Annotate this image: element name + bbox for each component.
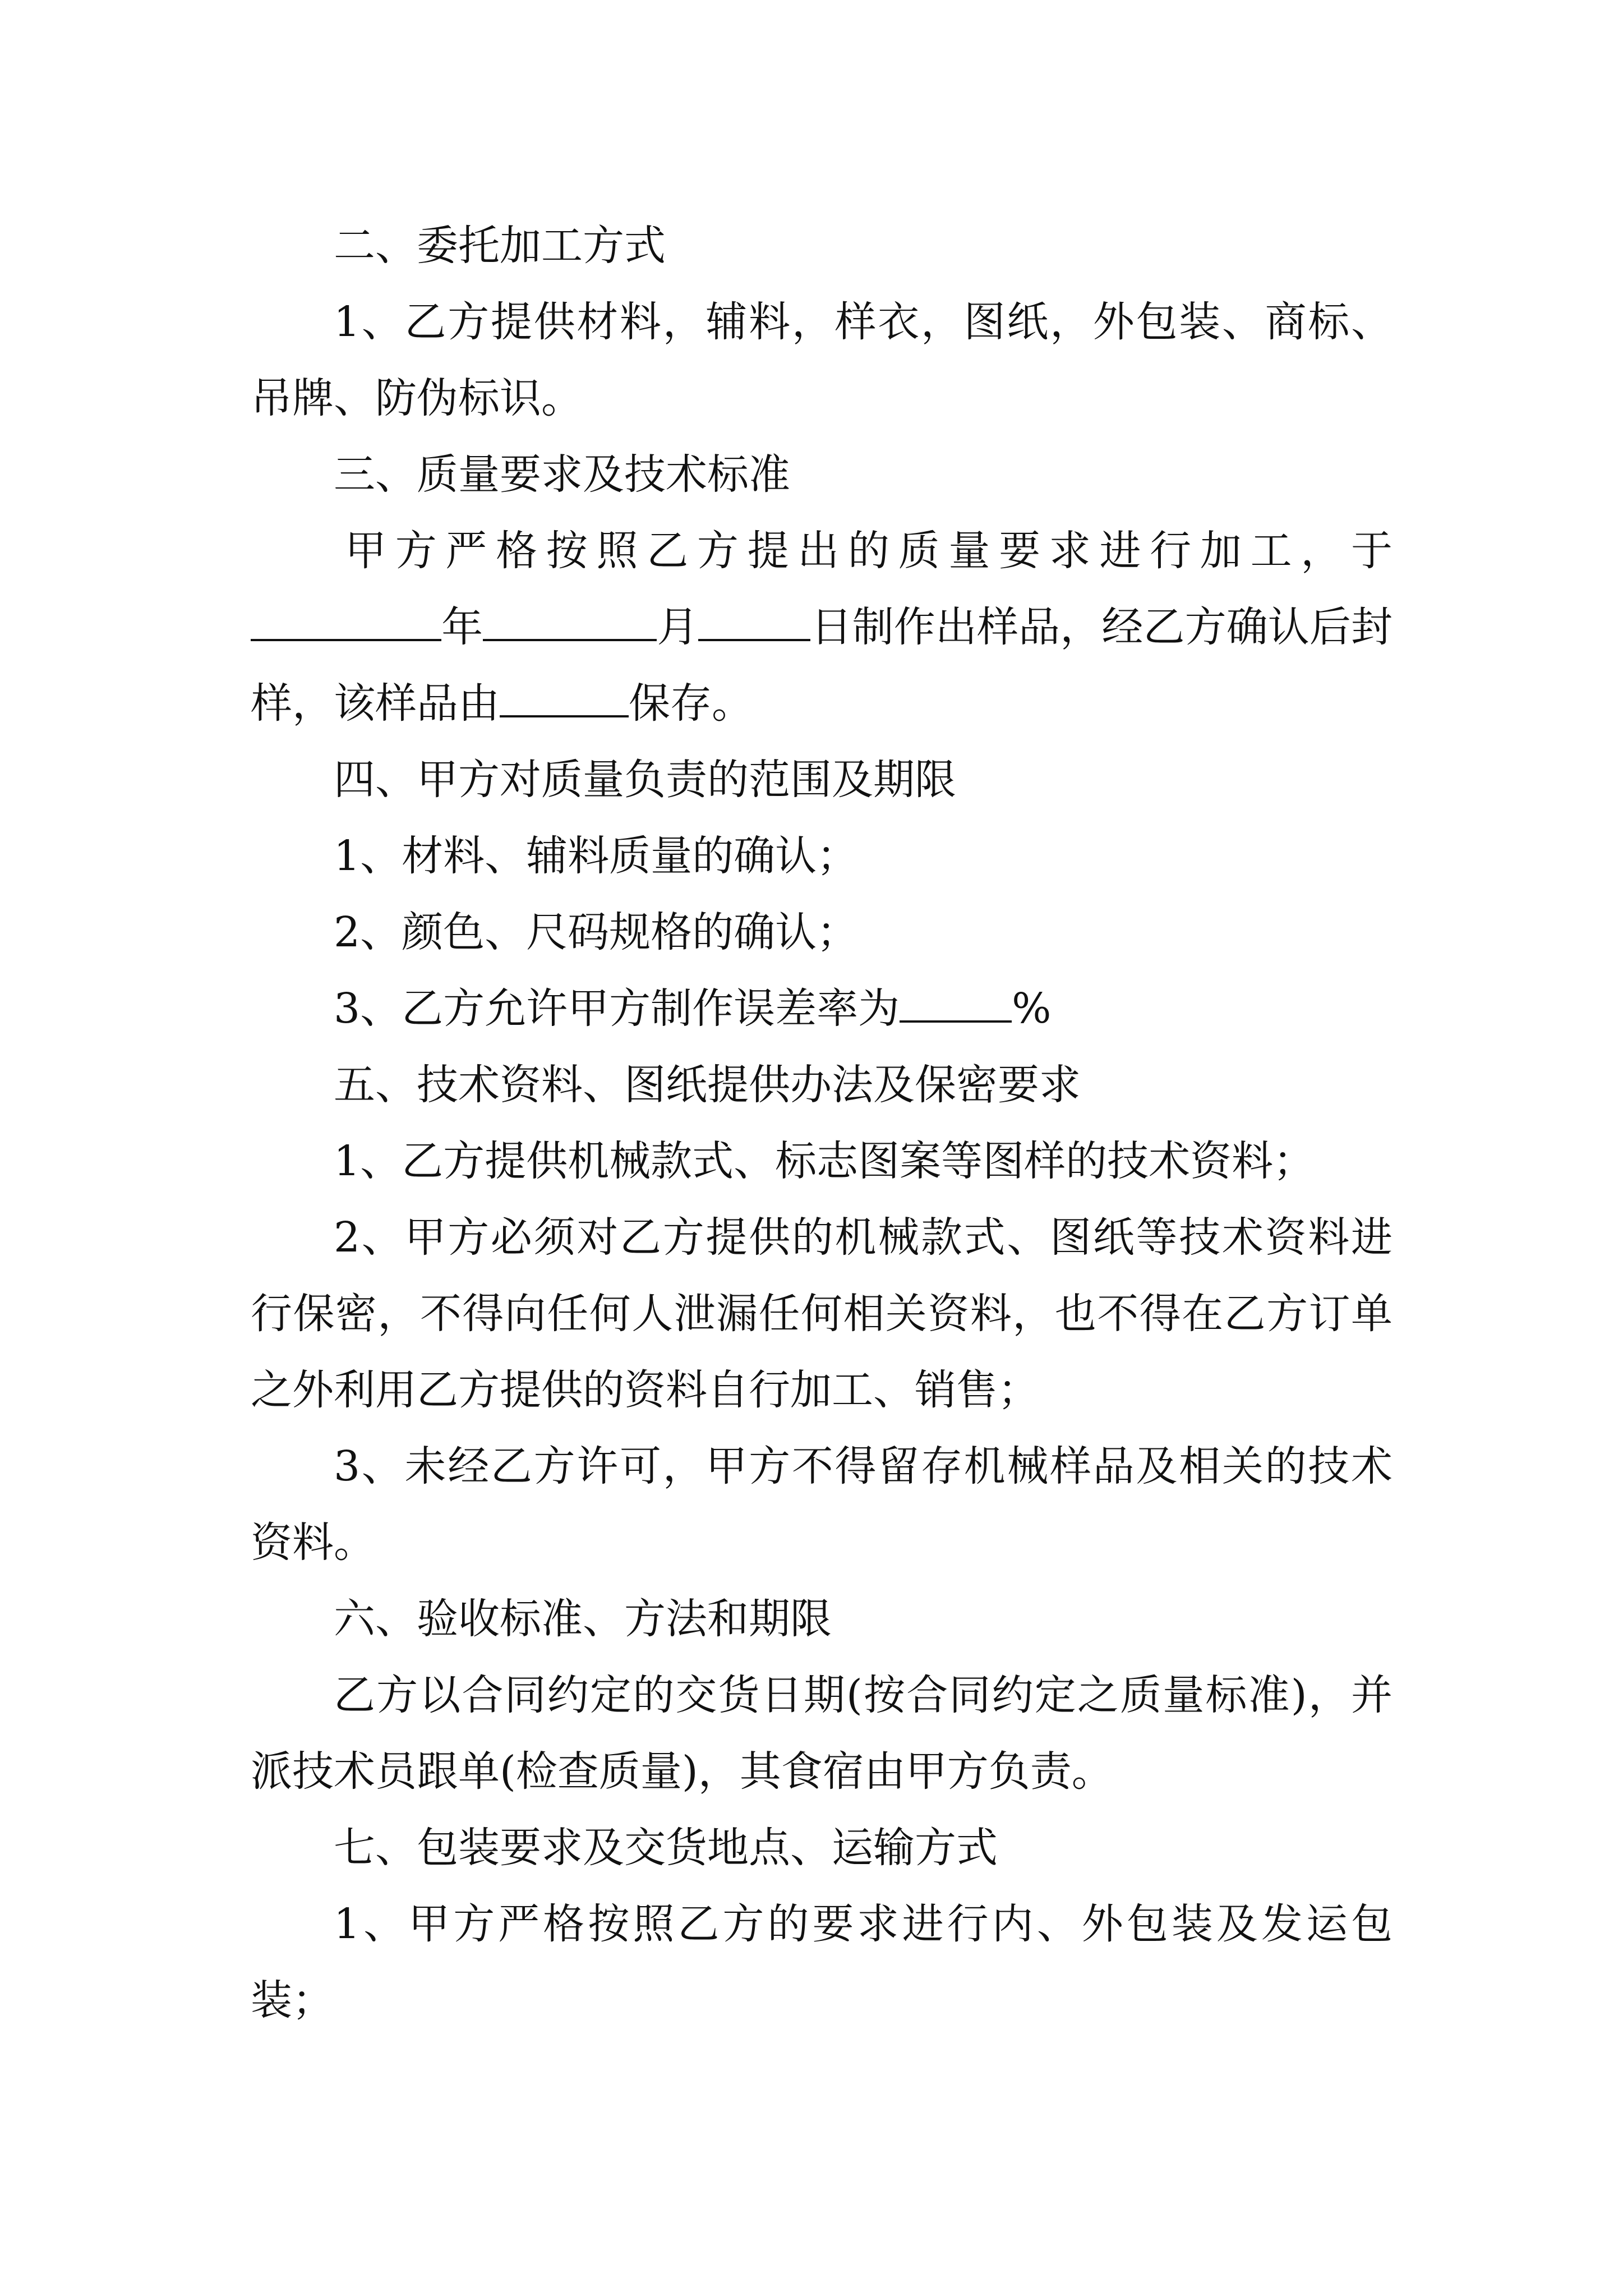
keeper-blank bbox=[500, 680, 629, 717]
section-heading: 七、包装要求及交货地点、运输方式 bbox=[334, 1824, 998, 1872]
paragraph: 1、甲方严格按照乙方的要求进行内、外包装及发运包装； bbox=[251, 1900, 1393, 2024]
section-heading: 五、技术资料、图纸提供办法及保密要求 bbox=[334, 1061, 1081, 1109]
paragraph-error-rate bbox=[251, 970, 1393, 1047]
paragraph-text: 保存。 bbox=[629, 679, 753, 728]
section-heading: 四、甲方对质量负责的范围及期限 bbox=[334, 756, 956, 804]
paragraph: 1、乙方提供机械款式、标志图案等图样的技术资料； bbox=[334, 1137, 1315, 1185]
year-blank bbox=[251, 604, 441, 641]
month-blank bbox=[483, 604, 657, 641]
section-heading: 三、质量要求及技术标准 bbox=[334, 450, 790, 499]
document-body bbox=[251, 208, 1393, 2039]
paragraph-quality-sample bbox=[251, 513, 1393, 742]
day-blank bbox=[698, 604, 810, 641]
section-heading: 二、委托加工方式 bbox=[334, 222, 666, 270]
paragraph: 2、颜色、尺码规格的确认； bbox=[334, 908, 859, 956]
section-heading: 六、验收标准、方法和期限 bbox=[334, 1595, 832, 1643]
month-label: 月 bbox=[657, 603, 699, 651]
paragraph: 1、材料、辅料质量的确认； bbox=[334, 832, 859, 880]
paragraph: 1、乙方提供材料，辅料，样衣，图纸，外包装、商标、吊牌、防伪标识。 bbox=[251, 298, 1393, 422]
paragraph-text: 日制作出样品，经乙方确认后封样，该样品由 bbox=[251, 603, 1393, 728]
rate-blank bbox=[900, 986, 1012, 1023]
paragraph-text: 3、乙方允许甲方制作误差率为 bbox=[334, 984, 900, 1033]
paragraph: 乙方以合同约定的交货日期(按合同约定之质量标准)，并派技术员跟单(检查质量)，其食宿由甲方负责。 bbox=[251, 1671, 1393, 1796]
paragraph: 2、甲方必须对乙方提供的机械款式、图纸等技术资料进行保密，不得向任何人泄漏任何相关资料，也不得在乙方订单之外利用乙方提供的资料自行加工、销售； bbox=[251, 1213, 1393, 1414]
paragraph: 3、未经乙方许可，甲方不得留存机械样品及相关的技术资料。 bbox=[251, 1442, 1393, 1567]
percent-sign: % bbox=[1012, 984, 1052, 1033]
year-label: 年 bbox=[441, 603, 483, 651]
paragraph-text: 甲方严格按照乙方提出的质量要求进行加工，于 bbox=[345, 527, 1393, 575]
